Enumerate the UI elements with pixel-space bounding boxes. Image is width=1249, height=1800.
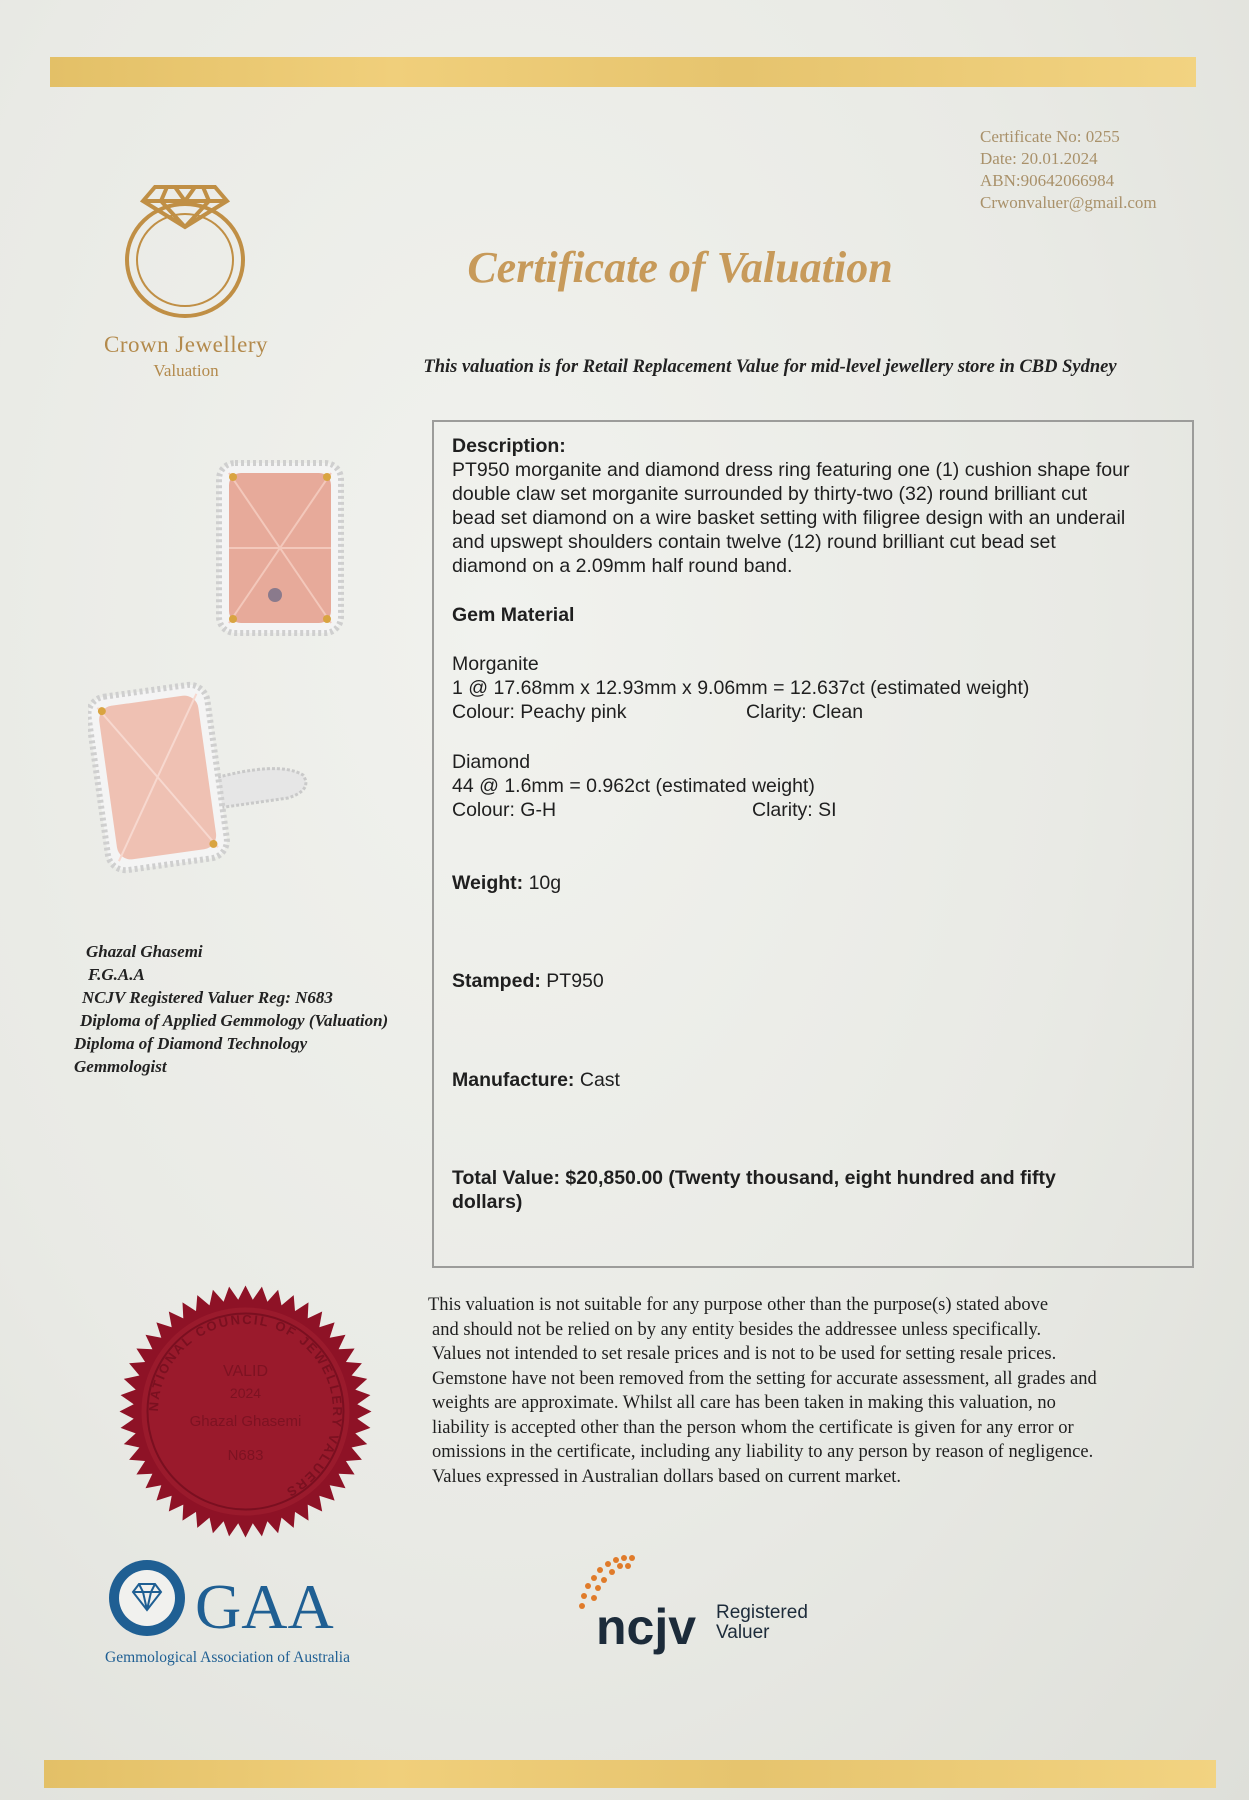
diamond-spec: 44 @ 1.6mm = 0.962ct (estimated weight) (452, 775, 815, 797)
brand-subtitle: Valuation (153, 361, 219, 380)
description-line-5: diamond on a 2.09mm half round band. (452, 555, 793, 577)
certificate-email: Crwonvaluer@gmail.com (980, 193, 1157, 212)
ncjv-registered: Registered (716, 1602, 808, 1623)
morganite-colour: Colour: Peachy pink (452, 701, 627, 723)
seal-year: 2024 (229, 1385, 262, 1401)
total-value-line-2: dollars) (452, 1191, 523, 1213)
description-line-3: bead set diamond on a wire basket setting with filigree design with an underail (452, 507, 1126, 529)
disclaimer-line-3: Values not intended to set resale prices and is not to be used for setting resale prices. (432, 1344, 1057, 1364)
seal-ring-text: NATIONAL COUNCIL OF JEWELLERY VALUERS (145, 1311, 346, 1501)
disclaimer (428, 1293, 1208, 1489)
disclaimer-line-2: and should not be relied on by any entity besides the addressee unless specifically. (432, 1319, 1042, 1340)
seal-valid: VALID (222, 1363, 269, 1380)
disclaimer-line-4: Gemstone have not been removed from the setting for accurate assessment, all grades and (432, 1368, 1097, 1389)
top-gold-bar (50, 57, 1196, 87)
disclaimer-line-6: liability is accepted other than the person whom the certificate is given for any error or (432, 1417, 1074, 1438)
valuer-diploma-2: Diploma of Diamond Technology (74, 1034, 308, 1053)
valuer-signature-block (72, 940, 432, 1078)
diamond-grade-row (452, 798, 1182, 822)
valuer-seal-icon (118, 1284, 373, 1539)
diamond-colour: Colour: G-H (452, 799, 557, 821)
gem-material-label: Gem Material (452, 604, 575, 626)
manufacture-value: Cast (579, 1069, 620, 1091)
certificate-meta (980, 126, 1200, 214)
valuer-name: Ghazal Ghasemi (86, 942, 203, 961)
weight-label: Weight: (452, 872, 524, 894)
morganite-name: Morganite (452, 653, 539, 675)
manufacture-label: Manufacture: (452, 1069, 575, 1091)
morganite-spec: 1 @ 17.68mm x 12.93mm x 9.06mm = 12.637ct (estimated weight) (452, 677, 1030, 699)
total-value-line-1: Total Value: $20,850.00 (Twenty thousand, eight hundred and fifty (452, 1167, 1056, 1189)
valuer-qualification: F.G.A.A (88, 965, 145, 984)
valuer-registration: NCJV Registered Valuer Reg: N683 (82, 988, 333, 1007)
diamond-clarity: Clarity: SI (752, 799, 837, 821)
description-line-1: PT950 morganite and diamond dress ring featuring one (1) cushion shape four (452, 459, 1130, 481)
certificate-number: Certificate No: 0255 (980, 127, 1120, 146)
weight-row (452, 871, 1182, 895)
disclaimer-line-5: weights are approximate. Whilst all care has been taken in making this valuation, no (432, 1393, 1056, 1413)
page-title: Certificate of Valuation (467, 243, 893, 292)
gaa-logo-icon (105, 1550, 385, 1670)
certificate-date: Date: 20.01.2024 (980, 149, 1098, 168)
disclaimer-line-1: This valuation is not suitable for any purpose other than the purpose(s) stated above (428, 1295, 1049, 1315)
ring-photo-top (205, 455, 355, 640)
ncjv-acronym: ncjv (596, 1599, 697, 1655)
disclaimer-line-8: Values expressed in Australian dollars based on current market. (432, 1466, 902, 1487)
bottom-gold-bar (44, 1760, 1216, 1788)
valuer-diploma-1: Diploma of Applied Gemmology (Valuation) (80, 1011, 389, 1030)
stamped-value: PT950 (546, 970, 604, 992)
certificate-abn: ABN:90642066984 (980, 171, 1115, 190)
seal-name: Ghazal Ghasemi (189, 1413, 302, 1430)
valuer-role: Gemmologist (74, 1057, 167, 1076)
description-label: Description: (452, 435, 566, 457)
description-line-2: double claw set morganite surrounded by thirty-two (32) round brilliant cut (452, 483, 1088, 505)
ncjv-valuer: Valuer (716, 1622, 770, 1643)
manufacture-row (452, 1068, 1182, 1092)
disclaimer-line-7: omissions in the certificate, including any liability to any person by reason of negligence. (432, 1442, 1094, 1462)
brand-name: Crown Jewellery (104, 332, 268, 357)
stamped-row (452, 969, 1182, 993)
morganite-grade-row (452, 700, 1182, 724)
seal-reg: N683 (227, 1447, 264, 1464)
description-line-4: and upswept shoulders contain twelve (12) round brilliant cut bead set (452, 531, 1056, 553)
gaa-acronym: GAA (195, 1571, 334, 1642)
valuation-purpose: This valuation is for Retail Replacement Value for mid-level jewellery store in CBD Sydney (423, 357, 1117, 377)
ncjv-logo-icon (568, 1550, 838, 1660)
stamped-label: Stamped: (452, 970, 541, 992)
ring-photo-side (88, 680, 313, 875)
valuation-details-box (432, 420, 1194, 1268)
gaa-full-name: Gemmological Association of Australia (105, 1649, 350, 1666)
morganite-clarity: Clarity: Clean (746, 701, 864, 723)
weight-value: 10g (528, 872, 562, 894)
diamond-name: Diamond (452, 751, 531, 773)
